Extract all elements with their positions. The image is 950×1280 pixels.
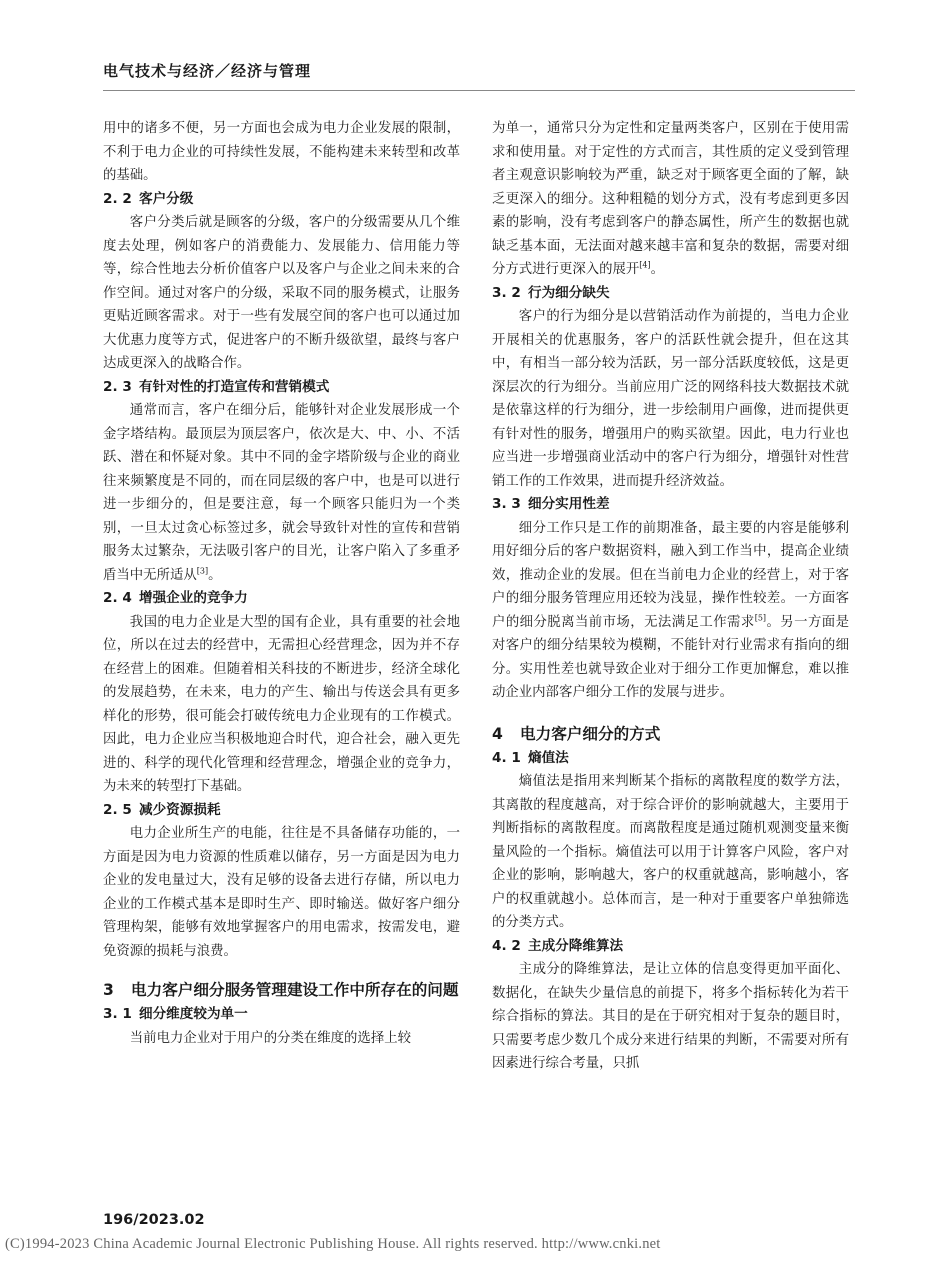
paragraph-continued: 用中的诸多不便，另一方面也会成为电力企业发展的限制，不利于电力企业的可持续性发展，不能构建未来转型和改革的基础。 [103, 121, 460, 183]
section-number: 2. 3 [103, 378, 132, 395]
right-column [492, 117, 849, 1076]
paragraph-end: 。 [208, 567, 222, 583]
heading-2-4 [103, 587, 460, 611]
section-title: 熵值法 [528, 749, 569, 766]
paragraph-text-end: 。另一方面是对客户的细分结果较为模糊，不能针对行业需求有指向的细分。实用性差也就导致企业对于细分工作更加懈怠，难以推动企业内部客户细分工作的发展与进步。 [492, 614, 850, 700]
section-title: 增强企业的竞争力 [139, 590, 248, 606]
section-number: 3. 3 [492, 496, 521, 512]
paragraph-3-1-continued [492, 117, 849, 282]
section-number: 2. 5 [103, 801, 132, 818]
paragraph-3-3 [492, 517, 849, 705]
section-number: 2. 2 [103, 190, 132, 207]
paragraph-end: 。 [650, 262, 665, 277]
heading-2-3 [103, 376, 460, 400]
page-number: 196/2023.02 [103, 1212, 205, 1228]
left-column [103, 117, 460, 1050]
section-title: 细分维度较为单一 [139, 1006, 248, 1022]
section-title: 细分实用性差 [528, 496, 610, 512]
section-title: 主成分降维算法 [528, 937, 624, 954]
paragraph-4-1: 熵值法是指用来判断某个指标的离散程度的数学方法，其离散的程度越高，对于综合评价的影响就越大，主要用于判断指标的离散程度。而离散程度是通过随机观测变量来衡量风险的一个指标。熵值法可以用于计算客户风险，客户对企业的影响，影响越大，客户的权重就越高，影响越小，客户的权重就越小。总体而言，是一种对于重要客户单独筛选的分类方式。 [492, 774, 849, 930]
paragraph-4-2: 主成分的降维算法，是让立体的信息变得更加平面化、数据化，在缺失少量信息的前提下，将多个指标转化为若干综合指标的算法。其目的是在于研究相对于复杂的题目时，只需要考虑少数几个成分来进行结果的判断，不需要对所有因素进行综合考量，只抓 [492, 962, 849, 1071]
heading-4 [492, 721, 849, 747]
section-number: 3 [103, 981, 114, 999]
paragraph-3-2: 客户的行为细分是以营销活动作为前提的，当电力企业开展相关的优惠服务，客户的活跃性就会提升，但在这其中，有相当一部分较为活跃，另一部分活跃度较低，这是更深层次的行为细分。当前应用广泛的网络科技大数据技术就是依靠这样的行为细分，进一步绘制用户画像，进而提供更有针对性的服务，增强用户的购买欲望。因此，电力行业也应当进一步增强商业活动中的客户行为细分，增强针对性营销工作的工作效果，进而提升经济效益。 [492, 309, 849, 489]
heading-3-1 [103, 1003, 460, 1027]
heading-2-5 [103, 799, 460, 823]
heading-4-2 [492, 935, 849, 959]
heading-3 [103, 977, 460, 1003]
journal-header: 电气技术与经济／经济与管理 [103, 62, 312, 80]
citation-3[interactable]: [3] [196, 566, 209, 576]
section-title: 电力客户细分的方式 [520, 724, 661, 743]
section-title: 行为细分缺失 [528, 284, 610, 301]
section-number: 4. 2 [492, 937, 521, 954]
section-title: 客户分级 [139, 190, 194, 207]
paragraph-2-5: 电力企业所生产的电能，往往是不具备储存功能的，一方面是因为电力资源的性质难以储存，另一方面是因为电力企业的发电量过大，没有足够的设备去进行存储，所以电力企业的工作模式基本是即时生产、即时输送。做好客户细分管理构架，能够有效地掌握客户的用电需求，按需发电，避免资源的损耗与浪费。 [103, 826, 460, 959]
paragraph-text: 为单一，通常只分为定性和定量两类客户，区别在于使用需求和使用量。对于定性的方式而言，其性质的定义受到管理者主观意识影响较为严重，缺乏对于顾客更全面的了解，缺乏更深入的细分。这种粗糙的划分方式，没有考虑到更多因素的影响，没有考虑到客户的静态属性，所产生的数据也就缺乏基本面，无法面对越来越丰富和复杂的数据，需要对细分方式进行更深入的展开 [492, 121, 849, 277]
section-title: 电力客户细分服务管理建设工作中所存在的问题 [131, 981, 459, 999]
paragraph-2-2: 客户分类后就是顾客的分级，客户的分级需要从几个维度去处理，例如客户的消费能力、发展能力、信用能力等等，综合性地去分析价值客户以及客户与企业之间未来的合作空间。通过对客户的分级，采取不同的服务模式，让服务更贴近顾客需求。对于一些有发展空间的客户也可以通过加大优惠力度等方式，促进客户的不断升级欲望，最终与客户达成更深入的战略合作。 [103, 215, 460, 371]
heading-2-2 [103, 188, 460, 212]
paragraph-2-4: 我国的电力企业是大型的国有企业，具有重要的社会地位，所以在过去的经营中，无需担心经营理念，因为并不存在经营上的困难。但随着相关科技的不断进步，经济全球化的发展趋势，在未来，电力的产生、输出与传送会具有更多样化的形势，很可能会打破传统电力企业现有的工作模式。因此，电力企业应当积极地迎合时代，迎合社会，融入更先进的、科学的现代化管理和经营理念，增强企业的竞争力，为未来的转型打下基础。 [103, 614, 460, 794]
section-number: 3. 2 [492, 284, 521, 301]
citation-4[interactable]: [4] [639, 260, 651, 270]
copyright-notice: (C)1994-2023 China Academic Journal Electronic Publishing House. All rights reserved. http://www.cnki.net [5, 1236, 661, 1252]
section-title: 有针对性的打造宣传和营销模式 [139, 378, 330, 395]
section-number: 4. 1 [492, 749, 521, 766]
paragraph-text: 细分工作只是工作的前期准备，最主要的内容是能够利用好细分后的客户数据资料，融入到工作当中，提高企业绩效，推动企业的发展。但在当前电力企业的经营上，对于客户的细分服务管理应用还较为浅显，操作性较差。一方面客户的细分脱离当前市场，无法满足工作需求 [492, 520, 849, 630]
heading-3-2 [492, 282, 849, 306]
heading-3-3 [492, 493, 849, 517]
section-number: 3. 1 [103, 1006, 132, 1022]
paragraph-3-1: 当前电力企业对于用户的分类在维度的选择上较 [129, 1030, 411, 1046]
section-title: 减少资源损耗 [139, 801, 221, 818]
section-number: 4 [492, 724, 503, 743]
citation-5[interactable]: [5] [754, 613, 767, 623]
header-divider [103, 90, 855, 91]
paragraph-2-3 [103, 399, 460, 587]
heading-4-1 [492, 747, 849, 771]
section-number: 2. 4 [103, 590, 132, 606]
paragraph-text: 通常而言，客户在细分后，能够针对企业发展形成一个金字塔结构。最顶层为顶层客户，依次是大、中、小、不活跃、潜在和怀疑对象。其中不同的金字塔阶级与企业的商业往来频繁度是不同的，而在同层级的客户中，也是可以进行进一步细分的，但是要注意，每一个顾客只能归为一个类别，一旦太过贪心标签过多，就会导致针对性的宣传和营销服务太过繁杂，无法吸引客户的目光，让客户陷入了多重矛盾当中无所适从 [103, 403, 460, 583]
